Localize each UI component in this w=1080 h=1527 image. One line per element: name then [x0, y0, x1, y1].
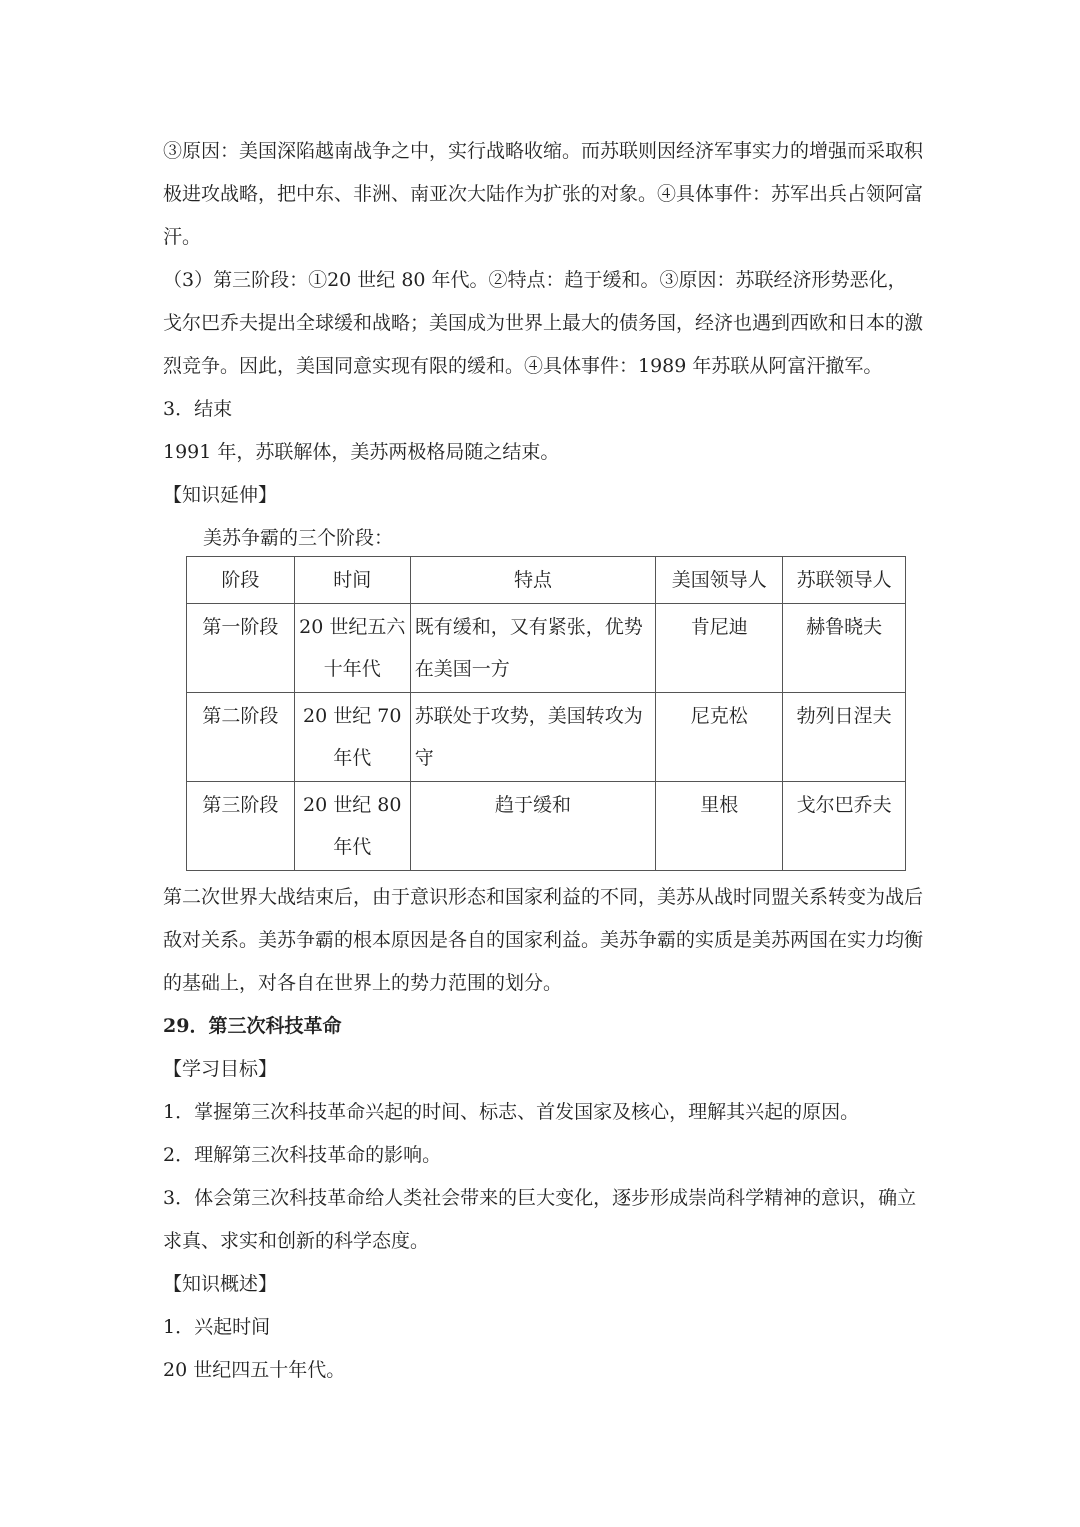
table-header-cell: 时间 — [294, 557, 410, 604]
table-cell: 尼克松 — [656, 693, 783, 782]
stages-table — [186, 556, 906, 871]
table-cell: 赫鲁晓夫 — [783, 604, 906, 693]
heading-rise-time: 1．兴起时间 — [163, 1316, 271, 1338]
table-row — [187, 693, 906, 782]
paragraph-rise-time: 20 世纪四五十年代。 — [163, 1359, 346, 1381]
table-header-cell: 阶段 — [187, 557, 295, 604]
paragraph-causes-phase-two: ③原因：美国深陷越南战争之中，实行战略收缩。而苏联则因经济军事实力的增强而采取积极进攻战略，把中东、非洲、南亚次大陆作为扩张的对象。④具体事件：苏军出兵占领阿富汗。 — [163, 140, 924, 248]
paragraph-summary: 第二次世界大战结束后，由于意识形态和国家利益的不同，美苏从战时同盟关系转变为战后敌对关系。美苏争霸的根本原因是各自的国家利益。美苏争霸的实质是美苏两国在实力均衡的基础上，对各自在世界上的势力范围的划分。 — [163, 886, 924, 994]
table-header-cell: 美国领导人 — [656, 557, 783, 604]
table-header-cell: 特点 — [410, 557, 656, 604]
table-cell: 20 世纪五六十年代 — [294, 604, 410, 693]
goal-item-2: 2．理解第三次科技革命的影响。 — [163, 1144, 442, 1166]
paragraph-phase-three: （3）第三阶段：①20 世纪 80 年代。②特点：趋于缓和。③原因：苏联经济形势恶化，戈尔巴乔夫提出全球缓和战略；美国成为世界上最大的债务国，经济也遇到西欧和日本的激烈竞争。因此，美国同意实现有限的缓和。④具体事件：1989 年苏联从阿富汗撤军。 — [163, 269, 924, 377]
heading-knowledge-extension: 【知识延伸】 — [163, 484, 278, 506]
table-header-cell: 苏联领导人 — [783, 557, 906, 604]
table-cell: 20 世纪 80 年代 — [294, 782, 410, 871]
table-cell: 第一阶段 — [187, 604, 295, 693]
table-cell: 戈尔巴乔夫 — [783, 782, 906, 871]
table-cell: 里根 — [656, 782, 783, 871]
heading-knowledge-overview: 【知识概述】 — [163, 1273, 278, 1295]
heading-learning-goals: 【学习目标】 — [163, 1058, 278, 1080]
table-row — [187, 782, 906, 871]
section-title-third-tech-revolution: 29．第三次科技革命 — [163, 1015, 342, 1037]
goal-item-3: 3．体会第三次科技革命给人类社会带来的巨大变化，逐步形成崇尚科学精神的意识，确立求真、求实和创新的科学态度。 — [163, 1187, 917, 1252]
table-cell: 第二阶段 — [187, 693, 295, 782]
table-cell: 20 世纪 70 年代 — [294, 693, 410, 782]
table-cell: 既有缓和，又有紧张，优势在美国一方 — [410, 604, 656, 693]
table-cell: 第三阶段 — [187, 782, 295, 871]
table-header-row — [187, 557, 906, 604]
table-cell: 趋于缓和 — [410, 782, 656, 871]
goal-item-1: 1．掌握第三次科技革命兴起的时间、标志、首发国家及核心，理解其兴起的原因。 — [163, 1101, 860, 1123]
table-row — [187, 604, 906, 693]
table-cell: 勃列日涅夫 — [783, 693, 906, 782]
heading-end: 3．结束 — [163, 398, 233, 420]
table-caption: 美苏争霸的三个阶段： — [203, 527, 394, 549]
table-cell: 肯尼迪 — [656, 604, 783, 693]
table-cell: 苏联处于攻势，美国转攻为守 — [410, 693, 656, 782]
paragraph-end: 1991 年，苏联解体，美苏两极格局随之结束。 — [163, 441, 560, 463]
